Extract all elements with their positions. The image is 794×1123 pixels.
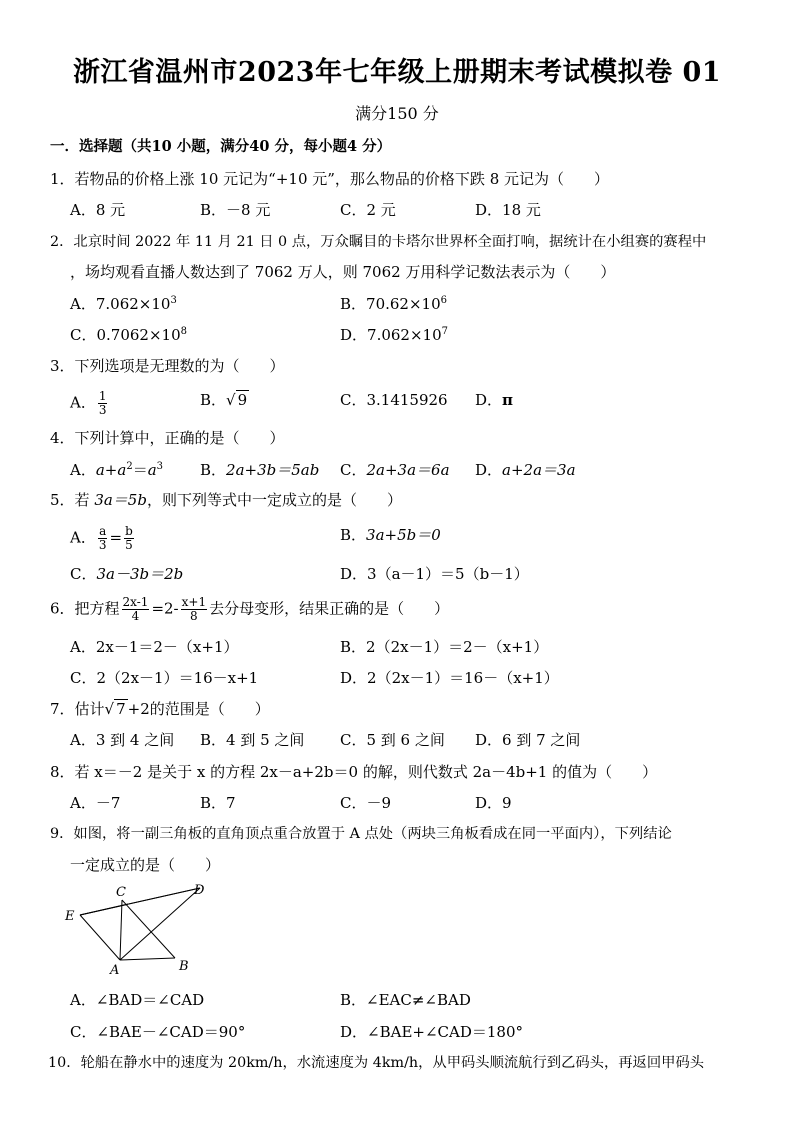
question-4-stem: 4．下列计算中，正确的是（ ） — [50, 429, 285, 447]
q9-option-b: B．∠EAC≠∠BAD — [340, 991, 471, 1009]
question-3-stem: 3．下列选项是无理数的为（ ） — [50, 357, 285, 375]
q2-option-b: B．$70.62\times 10^6$ — [340, 295, 447, 313]
q2-option-c: C．$0.7062\times 10^8$ — [70, 326, 187, 344]
q9-option-c: C．∠BAE－∠CAD＝90° — [70, 1023, 246, 1041]
question-9-stem-1: 9．如图，将一副三角板的直角顶点重合放置于 A 点处（两块三角板看成在同一平面内），下列结论 — [50, 826, 672, 842]
edge-CA — [120, 900, 122, 960]
question-7-stem: 7．估计√ 7 +2的范围是（ ） — [50, 700, 270, 718]
question-6-stem: 6．把方程 $\frac{2x-1}{4}$ =2- $\frac{x+1}{8}$ 去分母变形，结果正确的是（ ） — [50, 595, 450, 623]
q8-option-a: A．－7 — [70, 794, 121, 812]
q6-option-b: B．2（2x－1）＝2－（x+1） — [340, 638, 549, 656]
question-5-stem: 5．若 3a＝5b，则下列等式中一定成立的是（ ） — [50, 491, 402, 509]
question-9-stem-2: 一定成立的是（ ） — [70, 856, 221, 874]
q9-option-a: A．∠BAD＝∠CAD — [70, 991, 205, 1009]
triangle-figure — [60, 880, 210, 980]
q5-option-b: B．3a+5b＝0 — [340, 526, 441, 544]
q5-option-d: D．3（a－1）＝5（b－1） — [340, 565, 529, 583]
q4-option-c: C．2a+3a＝6a — [340, 461, 450, 479]
label-b: B — [179, 959, 189, 974]
q8-option-c: C．－9 — [340, 794, 392, 812]
q7-option-d: D．6 到 7 之间 — [475, 731, 581, 749]
question-1-stem: 1．若物品的价格上涨 10 元记为“+10 元”，那么物品的价格下跌 8 元记为（ ） — [50, 170, 610, 188]
q3-option-a: A． $\frac{1}{3}$ — [70, 389, 107, 417]
q7-option-c: C．5 到 6 之间 — [340, 731, 445, 749]
q6-option-d: D．2（2x－1）＝16－（x+1） — [340, 669, 559, 687]
q2-option-a: A．$7.062\times 10^3$ — [70, 295, 177, 313]
question-2-stem-1: 2．北京时间 2022 年 11 月 21 日 0 点，万众瞩目的卡塔尔世界杯全面打响，据统计在小组赛的赛程中 — [50, 234, 707, 250]
q6-option-a: A．2x－1＝2－（x+1） — [70, 638, 239, 656]
question-2-stem-2: ，场均观看直播人数达到了 7062 万人，则 7062 万用科学记数法表示为（ ） — [70, 263, 616, 281]
q1-option-a: A．8 元 — [70, 201, 126, 219]
label-a: A — [110, 963, 120, 978]
label-d: D — [194, 883, 205, 898]
full-score: 满分150 分 — [355, 104, 439, 123]
q5-option-c: C．3a－3b＝2b — [70, 565, 184, 583]
q3-option-d: D．π — [475, 391, 514, 409]
q8-option-d: D．9 — [475, 794, 512, 812]
q4-option-a: A．$a+a^2=a^3$ — [70, 461, 164, 479]
q4-option-b: B．2a+3b＝5ab — [200, 461, 320, 479]
q3-option-c: C．3.1415926 — [340, 391, 448, 409]
q8-option-b: B．7 — [200, 794, 236, 812]
q6-option-c: C．2（2x－1）＝16－x+1 — [70, 669, 259, 687]
q3-option-b: B．√ 9 — [200, 391, 248, 409]
q7-option-a: A．3 到 4 之间 — [70, 731, 175, 749]
q1-option-c: C．2 元 — [340, 201, 396, 219]
edge-AB — [120, 958, 175, 960]
label-c: C — [116, 885, 126, 900]
q1-option-d: D．18 元 — [475, 201, 541, 219]
question-10-stem: 10．轮船在静水中的速度为 20km/h，水流速度为 4km/h，从甲码头顺流航行到乙码头，再返回甲码头 — [48, 1055, 705, 1071]
page-title: 浙江省温州市2023年七年级上册期末考试模拟卷 01 — [72, 57, 722, 88]
q2-option-d: D．$7.062\times 10^7$ — [340, 326, 448, 344]
label-e: E — [65, 909, 75, 924]
edge-CB — [122, 900, 175, 958]
q1-option-b: B．－8 元 — [200, 201, 271, 219]
q9-option-d: D．∠BAE+∠CAD＝180° — [340, 1023, 524, 1041]
q5-option-a: A． $\frac{a}{3}$ = $\frac{b}{5}$ — [70, 524, 133, 552]
edge-EA — [80, 915, 120, 960]
edge-AD — [120, 888, 200, 960]
section-heading: 一．选择题（共10 小题，满分40 分，每小题4 分） — [50, 138, 392, 155]
question-8-stem: 8．若 x＝－2 是关于 x 的方程 2x－a+2b＝0 的解，则代数式 2a－4b+1 的值为（ ） — [50, 763, 658, 781]
q7-option-b: B．4 到 5 之间 — [200, 731, 305, 749]
q4-option-d: D．a+2a＝3a — [475, 461, 576, 479]
edge-EC — [80, 904, 128, 915]
